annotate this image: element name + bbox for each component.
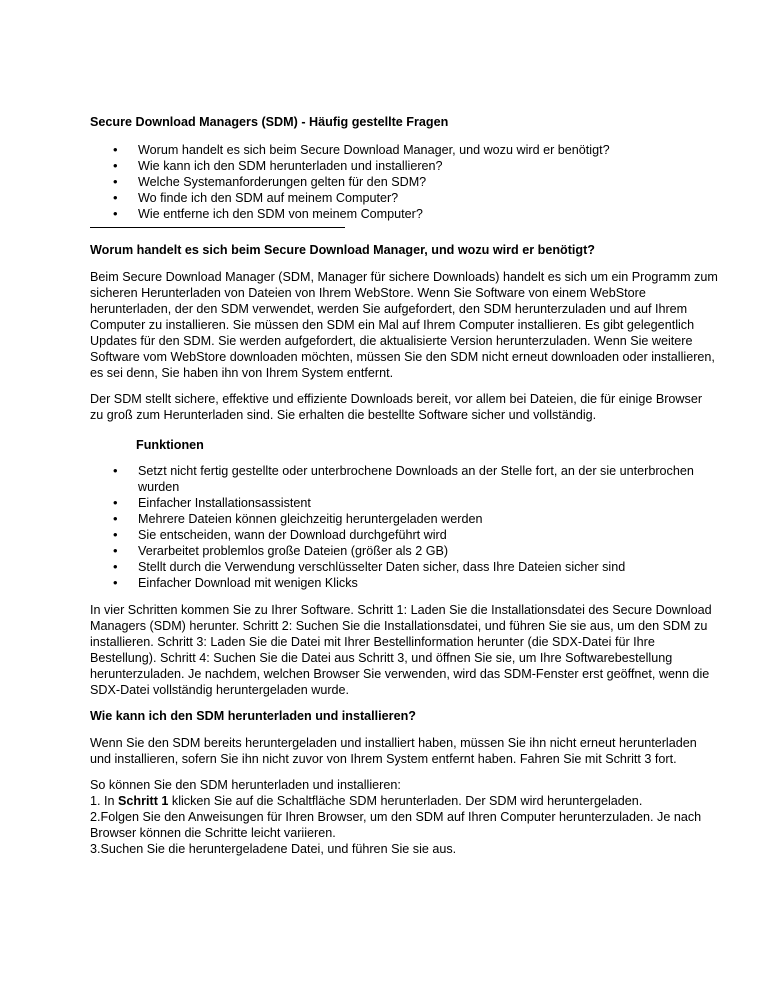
features-list [90, 463, 718, 591]
step-1-rest: klicken Sie auf die Schaltfläche SDM herunterladen. Der SDM wird heruntergeladen. [168, 794, 643, 808]
divider-line [90, 227, 345, 228]
toc-item: • Wie kann ich den SDM herunterladen und installieren? [138, 158, 718, 174]
step-1-prefix: 1. In [90, 794, 119, 808]
toc-item: • Wie entferne ich den SDM von meinem Computer? [138, 206, 718, 222]
feature-item: • Mehrere Dateien können gleichzeitig heruntergeladen werden [138, 511, 718, 527]
features-heading: Funktionen [136, 438, 204, 452]
install-steps [90, 777, 718, 857]
steps-intro: So können Sie den SDM herunterladen und installieren: [90, 778, 401, 792]
section-heading-download-install: Wie kann ich den SDM herunterladen und installieren? [90, 709, 416, 723]
paragraph: In vier Schritten kommen Sie zu Ihrer Software. Schritt 1: Laden Sie die Installationsdatei des Secure Download Managers (SDM) herunter. Schritt 2: Suchen Sie die Installationsdatei, und führen Sie sie aus, um den SDM zu installieren. Schritt 3: Laden Sie die Datei mit Ihrer Bestellinformation herunter (die SDX-Datei für Ihre Bestellung). Schritt 4: Suchen Sie die Datei aus Schritt 3, und öffnen Sie sie, um Ihre Softwarebestellung herunterzuladen. Je nachdem, welchen Browser Sie verwenden, wird das SDM-Fenster erst geöffnet, wenn die SDX-Datei vollständig heruntergeladen wurde. [90, 603, 712, 697]
step-1-bold: Schritt 1 [118, 794, 169, 808]
toc-item: • Welche Systemanforderungen gelten für den SDM? [138, 174, 718, 190]
paragraph: Der SDM stellt sichere, effektive und effiziente Downloads bereit, vor allem bei Dateien, die für einige Browser zu groß zum Herunterladen sind. Sie erhalten die bestellte Software sicher und vollständig. [90, 392, 703, 422]
step-3: 3.Suchen Sie die heruntergeladene Datei, und führen Sie sie aus. [90, 842, 457, 856]
section-heading-what-is-sdm: Worum handelt es sich beim Secure Download Manager, und wozu wird er benötigt? [90, 243, 595, 257]
feature-item: • Stellt durch die Verwendung verschlüsselter Daten sicher, dass Ihre Dateien sicher sind [138, 559, 718, 575]
toc-item: • Wo finde ich den SDM auf meinem Computer? [138, 190, 718, 206]
feature-item: • Einfacher Installationsassistent [138, 495, 718, 511]
paragraph: Wenn Sie den SDM bereits heruntergeladen und installiert haben, müssen Sie ihn nicht erneut herunterladen und installieren, sofern Sie ihn nicht zuvor von Ihrem System entfernt haben. Fahren Sie mit Schritt 3 fort. [90, 736, 697, 766]
feature-item: • Sie entscheiden, wann der Download durchgeführt wird [138, 527, 718, 543]
toc-item: • Worum handelt es sich beim Secure Download Manager, und wozu wird er benötigt? [138, 142, 718, 158]
document-title: Secure Download Managers (SDM) - Häufig gestellte Fragen [90, 115, 449, 129]
step-2: 2.Folgen Sie den Anweisungen für Ihren Browser, um den SDM auf Ihren Computer herunterzuladen. Je nach Browser können die Schritte leicht variieren. [90, 810, 702, 840]
feature-item: • Einfacher Download mit wenigen Klicks [138, 575, 718, 591]
paragraph: Beim Secure Download Manager (SDM, Manager für sichere Downloads) handelt es sich um ein Programm zum sicheren Herunterladen von Dateien von Ihrem WebStore. Wenn Sie Software von einem WebStore herunterladen, der den SDM verwendet, werden Sie aufgefordert, den SDM herunterzuladen und auf Ihrem Computer zu installieren. Sie müssen den SDM ein Mal auf Ihrem Computer installieren. Es gibt gelegentlich Updates für den SDM. Sie werden aufgefordert, die aktualisierte Version herunterzuladen. Wenn Sie weitere Software vom WebStore downloaden möchten, müssen Sie den SDM nicht erneut downloaden oder installieren, es sei denn, Sie haben ihn von Ihrem System entfernt. [90, 270, 718, 380]
feature-item: • Verarbeitet problemlos große Dateien (größer als 2 GB) [138, 543, 718, 559]
faq-table-of-contents [90, 142, 718, 222]
feature-item: • Setzt nicht fertig gestellte oder unterbrochene Downloads an der Stelle fort, an der sie unterbrochen wurden [138, 463, 718, 495]
step-1 [90, 793, 718, 809]
